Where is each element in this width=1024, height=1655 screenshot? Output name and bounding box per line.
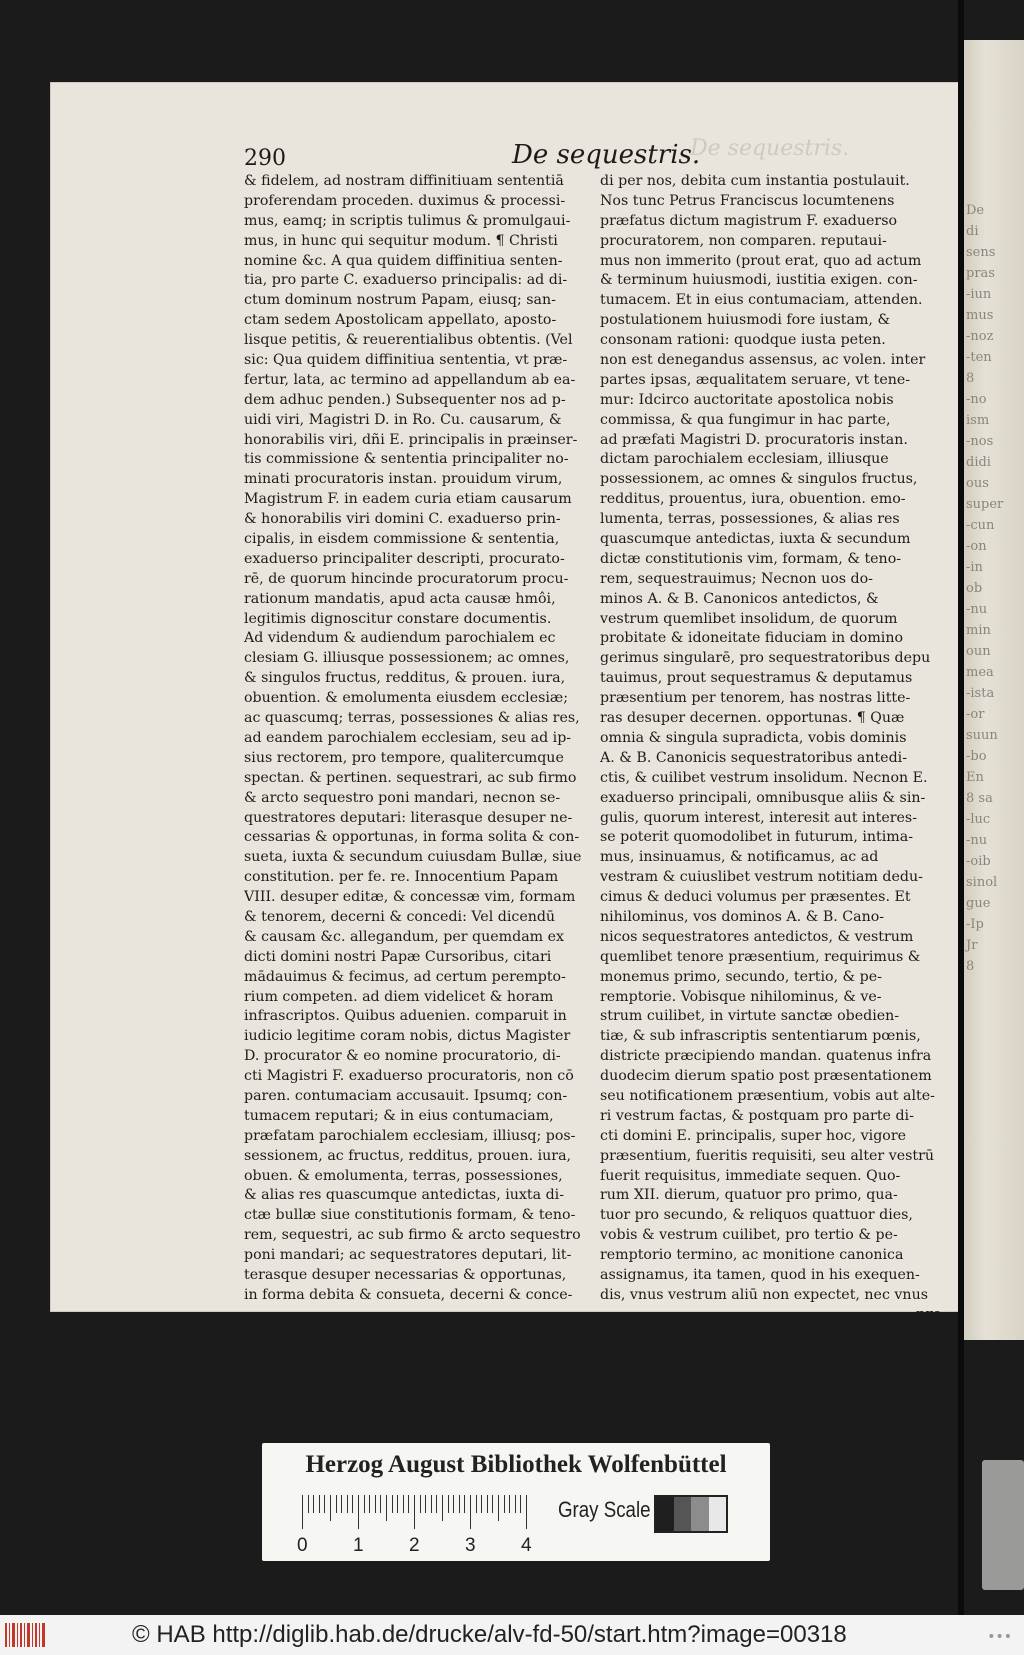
text-line: postulationem huiusmodi fore iustam, &	[600, 312, 891, 329]
grayscale-step	[656, 1497, 674, 1531]
text-line: monemus primo, secundo, tertio, & pe-	[600, 968, 882, 985]
ruler-tick	[453, 1495, 454, 1513]
text-line: ad præfati Magistri D. procuratoris instan.	[600, 431, 908, 448]
ruler-tick	[498, 1495, 499, 1521]
ruler-tick	[526, 1495, 527, 1529]
text-line: mus, insinuamus, & notificamus, ac ad	[600, 849, 879, 866]
text-line: se poterit quomodolibet in futurum, intima-	[600, 829, 914, 846]
text-line: mur: Idcirco auctoritate apostolica nobis	[600, 391, 894, 408]
text-line: sueta, iuxta & secundum cuiusdam Bullæ, siue	[244, 849, 582, 866]
text-line: rium competen. ad diem videlicet & horam	[244, 988, 554, 1005]
text-line: rem, sequestri, ac sub firmo & arcto sequestro	[244, 1227, 581, 1244]
book-edge	[982, 1460, 1024, 1590]
text-line: dicti domini nostri Papæ Cursoribus, citari	[244, 948, 552, 965]
ruler-tick	[515, 1495, 516, 1513]
text-line: præfatus dictum magistrum F. exaduerso	[600, 212, 898, 229]
text-line: ras desuper decernen. opportunas. ¶ Quæ	[600, 710, 905, 727]
text-line: & tenorem, decerni & concedi: Vel dicendū	[244, 908, 556, 925]
text-line: nihilominus, vos dominos A. & B. Cano-	[600, 908, 885, 925]
text-line: D. procurator & eo nomine procuratorio, di-	[244, 1048, 561, 1065]
text-line: & fidelem, ad nostram diffinitiuam sententiā	[244, 173, 564, 189]
text-line: uidi viri, Magistri D. in Ro. Cu. causarum, &	[244, 411, 562, 428]
text-line: redditus, prouentus, iura, obuention. emo-	[600, 491, 906, 508]
text-line: non est denegandus assensus, ac volen. inter	[600, 352, 926, 369]
text-line: lumenta, terras, possessiones, & alias res	[600, 511, 900, 528]
text-line: nomine &c. A qua quidem diffinitiua senten-	[244, 252, 563, 269]
text-line: obuen. & emolumenta, terras, possessiones,	[244, 1167, 563, 1184]
text-line: gerimus singularē, pro sequestratoribus depu	[600, 650, 931, 667]
text-line: terasque desuper necessarias & opportunas,	[244, 1266, 567, 1283]
ruler-number: 0	[297, 1535, 308, 1556]
ruler-tick	[302, 1495, 303, 1529]
text-line: cimus & deduci volumus per præsentes. Et	[600, 889, 911, 906]
text-line: constitution. per fe. re. Innocentium Papam	[244, 869, 559, 886]
text-column-right	[600, 172, 944, 1306]
text-line: & terminum huiusmodi, iustitia exigen. con-	[600, 272, 918, 289]
text-line: VIII. desuper editæ, & concessæ vim, formam	[244, 889, 576, 906]
text-line: clesiam G. illiusque possessionem; ac omnes,	[244, 650, 570, 667]
text-line: legitimis dignoscitur constare documentis.	[244, 610, 552, 627]
text-line: lisque petitis, & reuerentialibus obtentis. (Vel	[244, 332, 573, 349]
text-line: præsentium per tenorem, has nostras litte-	[600, 690, 911, 707]
text-line: tia, pro parte C. exaduerso principalis: ad di-	[244, 272, 568, 289]
color-target-card	[262, 1443, 770, 1561]
ruler-tick	[408, 1495, 409, 1513]
facing-page-edge	[960, 40, 1024, 1340]
text-line: tumacem. Et in eius contumaciam, attenden.	[600, 292, 923, 309]
text-line: consonam rationi: quodque iusta peten.	[600, 332, 886, 349]
running-head: De sequestris.	[512, 140, 701, 170]
text-line: mus, eamq; in scriptis tulimus & promulgaui-	[244, 212, 571, 229]
ruler-tick	[442, 1495, 443, 1521]
text-line: obuention. & emolumenta eiusdem ecclesiæ;	[244, 690, 569, 707]
grayscale-step	[691, 1497, 709, 1531]
text-line: cti domini E. principalis, super hoc, vigore	[600, 1127, 906, 1144]
text-line: tumacem reputari; & in eius contumaciam,	[244, 1107, 554, 1124]
grayscale-label: Gray Scale	[558, 1497, 651, 1522]
hab-barcode-icon	[4, 1621, 48, 1649]
text-line: & honorabilis viri domini C. exaduerso prin-	[244, 511, 561, 528]
ruler-tick	[308, 1495, 309, 1513]
text-line: Magistrum F. in eadem curia etiam causarum	[244, 491, 572, 508]
ruler-tick	[509, 1495, 510, 1513]
page-number: 290	[244, 146, 286, 171]
text-line: nicos sequestratores antedictos, & vestrum	[600, 928, 914, 945]
text-line: fertur, lata, ac termino ad appellandum ab ea-	[244, 371, 576, 388]
more-options-icon[interactable]: •••	[987, 1629, 1012, 1645]
ruler-tick	[364, 1495, 365, 1513]
ruler-tick	[487, 1495, 488, 1513]
ruler-tick	[375, 1495, 376, 1513]
text-line: sessionem, ac fructus, redditus, prouen. iura,	[244, 1147, 572, 1164]
ruler-tick	[319, 1495, 320, 1513]
ruler-tick	[386, 1495, 387, 1521]
text-line: seu notificationem præsentium, vobis aut alte-	[600, 1087, 935, 1104]
ruler-tick	[330, 1495, 331, 1521]
ruler-tick	[358, 1495, 359, 1529]
ruler-tick	[425, 1495, 426, 1513]
text-line: cessarias & opportunas, in forma solita & con-	[244, 829, 580, 846]
grayscale-swatch	[654, 1495, 728, 1533]
text-line: ri vestrum factas, & postquam pro parte di-	[600, 1107, 914, 1124]
text-line: minati procuratoris instan. prouidum virum,	[244, 471, 563, 488]
grayscale-step	[674, 1497, 692, 1531]
ruler-tick	[481, 1495, 482, 1513]
text-line: exaduerso principali, omnibusque aliis & sin-	[600, 789, 926, 806]
ruler-number: 2	[409, 1535, 420, 1556]
text-line: gulis, quorum interest, interesit aut interes-	[600, 809, 918, 826]
text-line: vobis & vestrum cuilibet, pro tertio & pe-	[600, 1227, 898, 1244]
ruler-number: 3	[465, 1535, 476, 1556]
text-line: possessionem, ac omnes & singulos fructus,	[600, 471, 918, 488]
text-line: iudicio legitime coram nobis, dictus Magister	[244, 1028, 571, 1045]
text-line: rē, de quorum hincinde procuratorum procu-	[244, 570, 569, 587]
text-line: infrascriptos. Quibus aduenien. comparuit in	[244, 1008, 567, 1025]
text-line: remptorio termino, ac monitione canonica	[600, 1247, 904, 1264]
ruler-tick	[470, 1495, 471, 1529]
ruler-tick	[504, 1495, 505, 1513]
text-line: mus non immerito (prout erat, quo ad actum	[600, 252, 922, 269]
text-line: tuor pro secundo, & reliquos quattuor dies,	[600, 1207, 913, 1224]
ruler-tick	[313, 1495, 314, 1513]
text-line: di per nos, debita cum instantia postulauit.	[600, 173, 910, 189]
ruler-tick	[448, 1495, 449, 1513]
text-line: tauimus, prout sequestramus & deputamus	[600, 670, 913, 687]
text-column-left	[244, 172, 588, 1306]
text-line: proferendam proceden. duximus & processi-	[244, 192, 566, 209]
text-line: fuerit requisitus, immediate sequen. Quo-	[600, 1167, 901, 1184]
text-line: & alias res quascumque antedictas, iuxta di-	[244, 1187, 564, 1204]
text-line: spectan. & pertinen. sequestrari, ac sub firmo	[244, 769, 577, 786]
text-line: minos A. & B. Canonicos antedictos, &	[600, 590, 879, 607]
ruler-tick	[397, 1495, 398, 1513]
text-line: ad eandem parochialem ecclesiam, seu ad ip-	[244, 729, 572, 746]
ruler-tick	[459, 1495, 460, 1513]
text-line: honorabilis viri, dñi E. principalis in præinser-	[244, 431, 578, 448]
text-line: præfatam parochialem ecclesiam, illiusq; pos-	[244, 1127, 576, 1144]
text-line: dis, vnus vestrum aliū non expectet, nec vnus	[600, 1286, 928, 1303]
bleed-through-text: De di sens pras -iun mus -noz -ten 8 -no ism -nos didi ous super -cun -on -in ob -nu min oun mea -ista -or suun -bo En 8 sa -luc -nu -oib sinol gue -Ip Jr 8	[966, 203, 1004, 974]
text-line: quascumque antedictas, iuxta & secundum	[600, 531, 911, 548]
text-line: ctis, & cuilibet vestrum insolidum. Necnon E.	[600, 769, 928, 786]
text-line: vestrum quemlibet insolidum, de quorum	[600, 610, 898, 627]
ruler-number: 1	[353, 1535, 364, 1556]
text-line: assignamus, ita tamen, quod in his exequen-	[600, 1266, 920, 1283]
text-line: probitate & idoneitate fiduciam in domino	[600, 630, 903, 647]
ruler-tick	[403, 1495, 404, 1513]
ruler-tick	[431, 1495, 432, 1513]
text-line: in forma debita & consueta, decerni & conce-	[244, 1286, 573, 1303]
text-line: omnia & singula supradicta, vobis dominis	[600, 729, 907, 746]
text-line: rem, sequestrauimus; Necnon uos do-	[600, 570, 873, 587]
text-line: quemlibet tenore præsentium, requirimus &	[600, 948, 921, 965]
text-line: strum cuilibet, in virtute sanctæ obedien-	[600, 1008, 900, 1025]
text-line: questratores deputari: literasque desuper ne-	[244, 809, 573, 826]
ruler-tick	[420, 1495, 421, 1513]
text-line: rum XII. dierum, quatuor pro primo, qua-	[600, 1187, 898, 1204]
ruler-tick	[520, 1495, 521, 1513]
text-line: rationum mandatis, apud acta causæ hmôi,	[244, 590, 556, 607]
ruler-tick	[352, 1495, 353, 1513]
text-line: procuratorem, non comparen. reputaui-	[600, 232, 887, 249]
text-line: ctæ bullæ siue constitutionis formam, & teno-	[244, 1207, 576, 1224]
text-line: præsentium, fueritis requisiti, seu alter vestrū	[600, 1147, 935, 1164]
grayscale-step	[709, 1497, 727, 1531]
page-gutter-shadow	[958, 0, 964, 1615]
ruler-tick	[414, 1495, 415, 1529]
footer-bar	[0, 1615, 1024, 1655]
library-name: Herzog August Bibliothek Wolfenbüttel	[305, 1451, 727, 1478]
text-line: sius rectorem, pro tempore, qualitercumque	[244, 749, 564, 766]
text-line: tiæ, & sub infrascriptis sententiarum pœnis,	[600, 1028, 921, 1045]
text-line: dem adhuc penden.) Subsequenter nos ad p-	[244, 391, 566, 408]
text-line: dictæ constitutionis vim, formam, & teno-	[600, 550, 902, 567]
ruler-tick	[492, 1495, 493, 1513]
ruler-number: 4	[521, 1535, 532, 1556]
text-line: tis commissione & sententia principaliter no-	[244, 451, 569, 468]
ruler-tick	[392, 1495, 393, 1513]
text-line: Nos tunc Petrus Franciscus locumtenens	[600, 192, 895, 209]
text-line: A. & B. Canonicis sequestratoribus antedi-	[600, 749, 907, 766]
text-line: mādauimus & fecimus, ad certum perempto-	[244, 968, 566, 985]
ruler-tick	[324, 1495, 325, 1513]
text-line: paren. contumaciam accusauit. Ipsumq; con-	[244, 1087, 568, 1104]
text-line: cti Magistri F. exaduerso procuratoris, non cō	[244, 1068, 574, 1085]
text-line: ctam sedem Apostolicam appellato, aposto-	[244, 312, 557, 329]
text-line: remptorie. Vobisque nihilominus, & ve-	[600, 988, 882, 1005]
ruler-tick	[341, 1495, 342, 1513]
text-line: Ad videndum & audiendum parochialem ec	[244, 630, 556, 647]
catchword: pro	[916, 1305, 942, 1323]
ruler-tick	[369, 1495, 370, 1513]
text-line: cipalis, in eisdem commissione & sententia,	[244, 531, 560, 548]
text-line: districte præcipiendo mandan. quatenus infra	[600, 1048, 932, 1065]
text-line: partes ipsas, æqualitatem seruare, vt tene-	[600, 371, 911, 388]
ruler-tick	[464, 1495, 465, 1513]
ruler-tick	[476, 1495, 477, 1513]
scale-ruler	[297, 1495, 554, 1556]
text-line: vestram & cuiuslibet vestrum notitiam dedu-	[600, 869, 923, 886]
text-line: ctum dominum nostrum Papam, eiusq; san-	[244, 292, 556, 309]
text-line: duodecim dierum spatio post præsentationem	[600, 1068, 932, 1085]
show-through-heading: De sequestris.	[690, 136, 850, 161]
text-line: ac quascumq; terras, possessiones & alias res,	[244, 710, 580, 727]
footer-source-link[interactable]: © HAB http://diglib.hab.de/drucke/alv-fd-50/start.htm?image=00318	[132, 1621, 847, 1648]
text-line: exaduerso principaliter descripti, procurato-	[244, 550, 565, 567]
text-line: & arcto sequestro poni mandari, necnon se-	[244, 789, 561, 806]
text-line: commissa, & qua fungimur in hac parte,	[600, 411, 891, 428]
text-line: dictam parochialem ecclesiam, illiusque	[600, 451, 889, 468]
ruler-tick	[336, 1495, 337, 1513]
text-line: poni mandari; ac sequestratores deputari, lit-	[244, 1247, 572, 1264]
ruler-tick	[380, 1495, 381, 1513]
text-line: mus, in hunc qui sequitur modum. ¶ Christi	[244, 232, 558, 249]
text-line: sic: Qua quidem diffinitiua sententia, vt præ-	[244, 352, 568, 369]
text-line: & singulos fructus, redditus, & prouen. iura,	[244, 670, 566, 687]
ruler-tick	[347, 1495, 348, 1513]
ruler-tick	[436, 1495, 437, 1513]
text-line: & causam &c. allegandum, per quemdam ex	[244, 928, 565, 945]
